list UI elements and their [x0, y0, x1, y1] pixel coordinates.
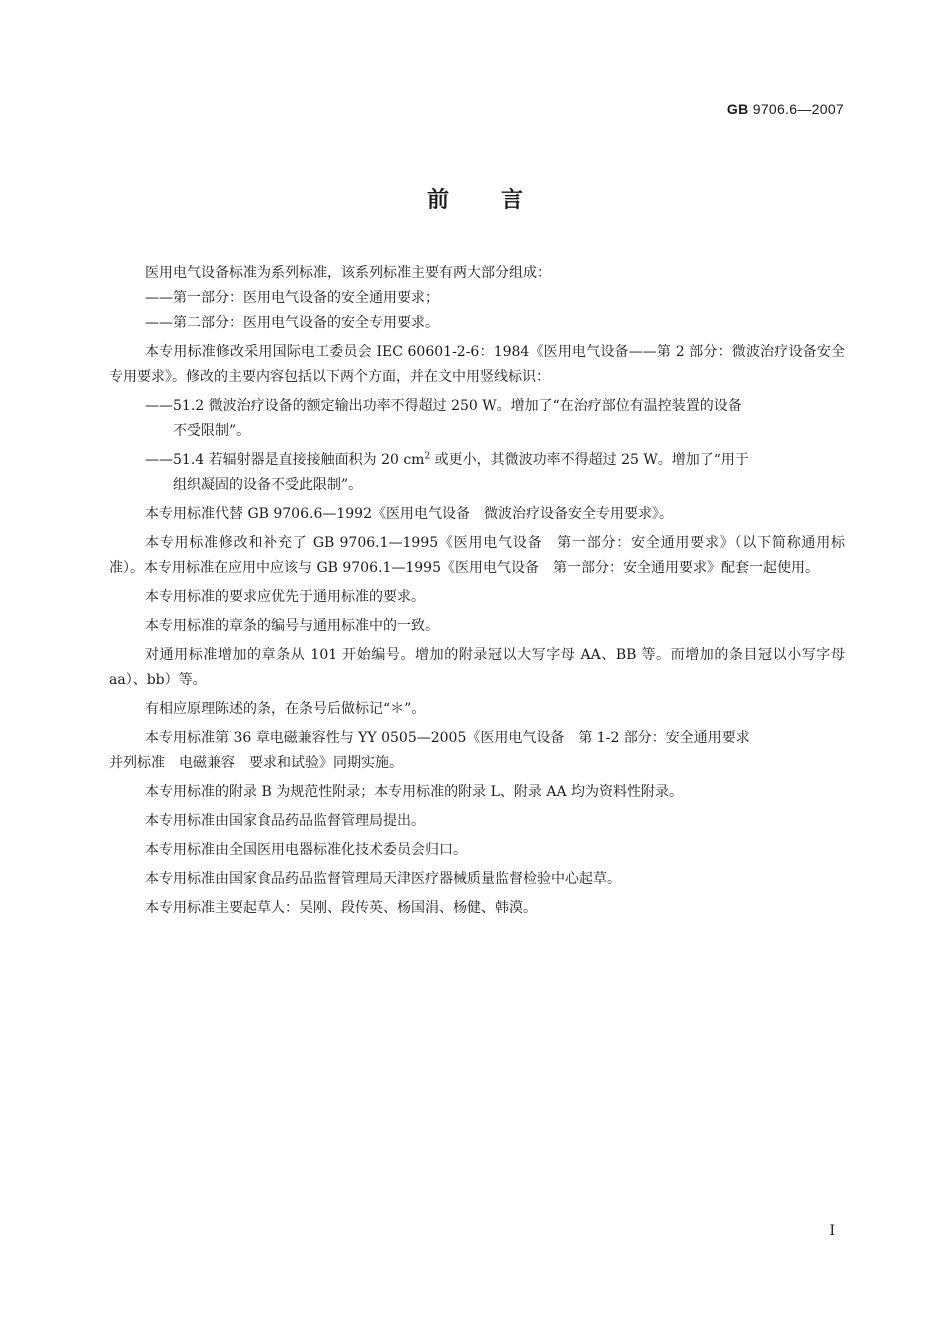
paragraph: 本专用标准由国家食品药品监督管理局天津医疗器械质量监督检验中心起草。 [145, 871, 621, 887]
paragraph: 对通用标准增加的章条从 101 开始编号。增加的附录冠以大写字母 AA、BB 等。而增加的条目冠以小写字母 aa）、bb）等。 [109, 647, 845, 688]
list-item-continuation: 不受限制”。 [173, 423, 251, 439]
list-item-text: ——51.2 微波治疗设备的额定输出功率不得超过 250 W。增加了“在治疗部位有温控装置的设备 [145, 398, 742, 414]
paragraph: 本专用标准主要起草人：吴刚、段传英、杨国涓、杨健、韩漠。 [145, 900, 537, 916]
paragraph [109, 726, 845, 776]
standard-code [727, 101, 844, 117]
list-item: ——第二部分：医用电气设备的安全专用要求。 [145, 315, 439, 331]
list-item: ——第一部分：医用电气设备的安全通用要求； [145, 290, 439, 306]
paragraph: 本专用标准由国家食品药品监督管理局提出。 [145, 813, 425, 829]
list-item-text: ——51.4 若辐射器是直接接触面积为 20 cm [145, 452, 425, 468]
paragraph: 本专用标准修改和补充了 GB 9706.1—1995《医用电气设备 第一部分：安全通用要求》（以下简称通用标准）。本专用标准在应用中应该与 GB 9706.1—1995《医用电气设备 第一部分：安全通用要求》配套一起使用。 [109, 535, 845, 576]
paragraph: 本专用标准由全国医用电器标准化技术委员会归口。 [145, 842, 467, 858]
list-item [109, 448, 845, 498]
paragraph: 有相应原理陈述的条，在条号后做标记“＊”。 [145, 701, 426, 717]
foreword-body [109, 261, 845, 925]
standard-prefix: GB [726, 101, 749, 117]
superscript: 2 [424, 451, 431, 462]
paragraph: 本专用标准的章条的编号与通用标准中的一致。 [145, 618, 439, 634]
paragraph-line: 并列标准 电磁兼容 要求和试验》同期实施。 [109, 755, 403, 771]
list-item-continuation: 组织凝固的设备不受此限制”。 [173, 477, 363, 493]
standard-number: 9706.6—2007 [752, 101, 844, 117]
paragraph: 医用电气设备标准为系列标准，该系列标准主要有两大部分组成： [145, 265, 551, 281]
paragraph: 本专用标准的要求应优先于通用标准的要求。 [145, 589, 425, 605]
page-title: 前言 [426, 188, 575, 213]
page-number: I [829, 1223, 835, 1239]
paragraph: 本专用标准修改采用国际电工委员会 IEC 60601-2-6：1984《医用电气设备——第 2 部分：微波治疗设备安全专用要求》。修改的主要内容包括以下两个方面，并在文中用竖线标识： [109, 344, 845, 385]
paragraph: 本专用标准的附录 B 为规范性附录；本专用标准的附录 L、附录 AA 均为资料性附录。 [145, 784, 684, 800]
list-item-text: 或更小，其微波功率不得超过 25 W。增加了“用于 [430, 452, 749, 468]
paragraph-line: 本专用标准第 36 章电磁兼容性与 YY 0505—2005《医用电气设备 第 1-2 部分：安全通用要求 [145, 730, 750, 746]
list-item [109, 394, 845, 444]
paragraph: 本专用标准代替 GB 9706.6—1992《医用电气设备 微波治疗设备安全专用要求》。 [145, 506, 673, 522]
